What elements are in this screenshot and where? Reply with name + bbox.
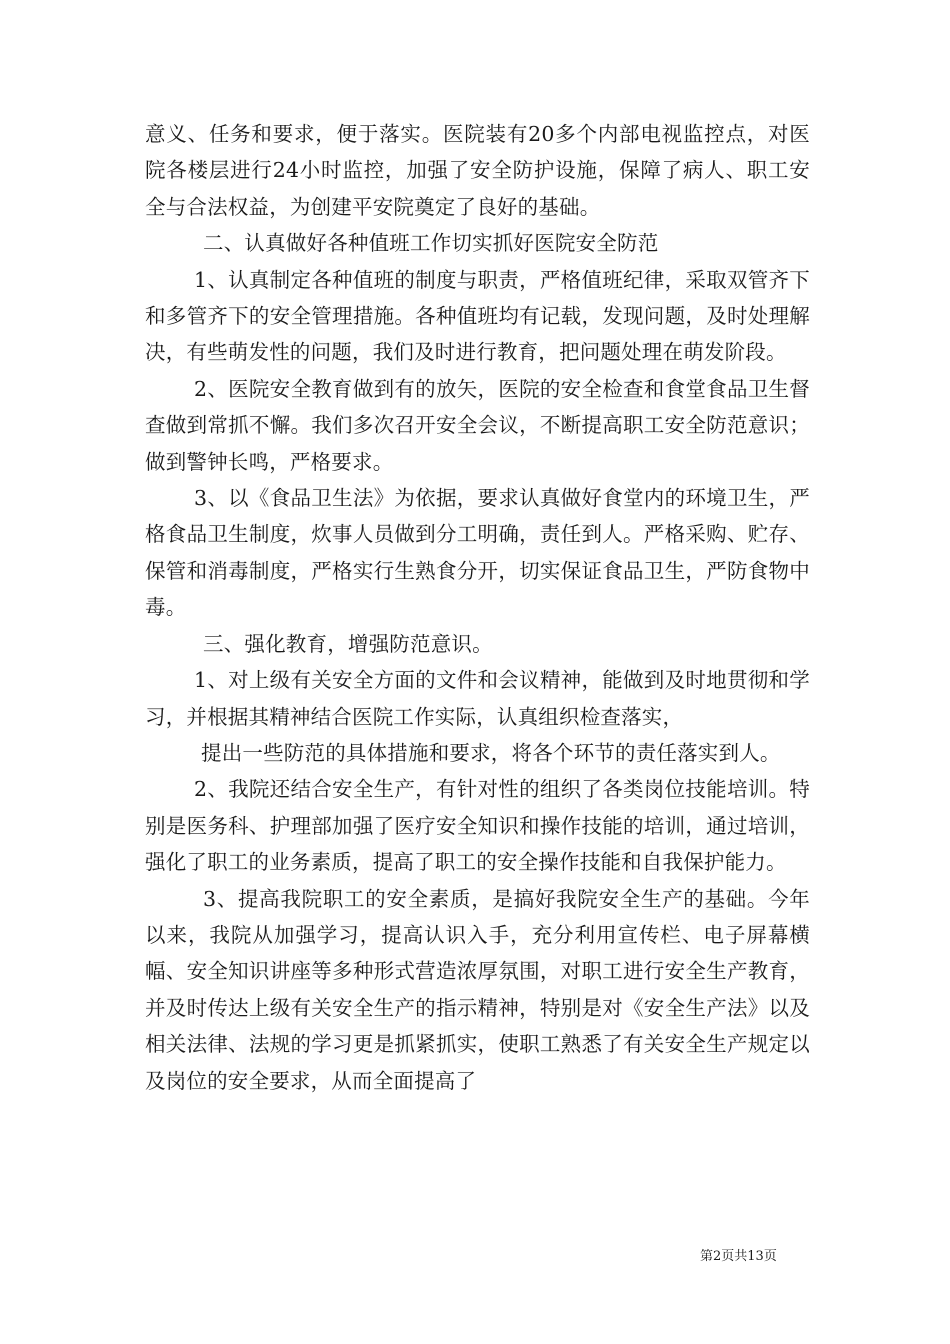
paragraph-3-1-continued: 提出一些防范的具体措施和要求，将各个环节的责任落实到人。 — [201, 740, 781, 765]
paragraph-continuation: 意义、任务和要求，便于落实。医院装有20多个内部电视监控点，对医院各楼层进行24小时监控，加强了安全防护设施，保障了病人、职工安全与合法权益，为创建平安院奠定了良好的基础。 — [145, 122, 810, 219]
paragraph-3-1: 1、对上级有关安全方面的文件和会议精神，能做到及时地贯彻和学习，并根据其精神结合医院工作实际，认真组织检查落实， — [145, 668, 810, 729]
paragraph-2-2: 2、医院安全教育做到有的放矢，医院的安全检查和食堂食品卫生督查做到常抓不懈。我们多次召开安全会议，不断提高职工安全防范意识；做到警钟长鸣，严格要求。 — [145, 376, 810, 474]
document-body — [145, 116, 810, 1099]
paragraph-3-2: 2、我院还结合安全生产，有针对性的组织了各类岗位技能培训。特别是医务科、护理部加强了医疗安全知识和操作技能的培训，通过培训，强化了职工的业务素质，提高了职工的安全操作技能和自我保护能力。 — [145, 777, 810, 875]
page-number-footer: 第2页共13页 — [700, 1249, 777, 1264]
section-heading-2: 二、认真做好各种值班工作切实抓好医院安全防范 — [203, 231, 659, 256]
section-heading-3: 三、强化教育，增强防范意识。 — [203, 631, 493, 656]
paragraph-2-3: 3、以《食品卫生法》为依据，要求认真做好食堂内的环境卫生，严格食品卫生制度，炊事人员做到分工明确，责任到人。严格采购、贮存、保管和消毒制度，严格实行生熟食分开，切实保证食品卫生，严防食物中毒。 — [145, 486, 810, 620]
paragraph-2-1: 1、认真制定各种值班的制度与职责，严格值班纪律，采取双管齐下和多管齐下的安全管理措施。各种值班均有记载，发现问题，及时处理解决，有些萌发性的问题，我们及时进行教育，把问题处理在萌发阶段。 — [145, 267, 810, 365]
paragraph-3-3: 3、提高我院职工的安全素质，是搞好我院安全生产的基础。今年以来，我院从加强学习，提高认识入手，充分利用宣传栏、电子屏幕横幅、安全知识讲座等多种形式营造浓厚氛围，对职工进行安全生产教育，并及时传达上级有关安全生产的指示精神，特别是对《安全生产法》以及相关法律、法规的学习更是抓紧抓实，使职工熟悉了有关安全生产规定以及岗位的安全要求，从而全面提高了 — [145, 886, 810, 1093]
